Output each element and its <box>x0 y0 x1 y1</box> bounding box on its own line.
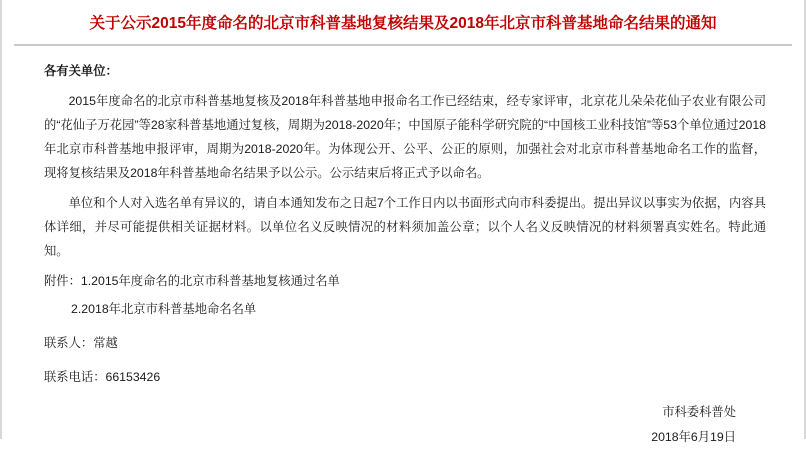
attachment-item-1: 附件：1.2015年度命名的北京市科普基地复核通过名单 <box>44 273 340 288</box>
body-paragraph-1: 2015年度命名的北京市科普基地复核及2018年科普基地申报命名工作已经结束，经专家评审，北京花儿朵朵花仙子农业有限公司的“花仙子万花园”等28家科普基地通过复核，周期为2018-2020年；中国原子能科学研究院的“中国核工业科技馆”等53个单位通过2018年北京市科普基地申报评审，周期为2018-2020年。为体现公开、公平、公正的原则，加强社会对北京市科普基地命名工作的监督，现将复核结果及2018年科普基地命名结果予以公示。公示结束后将正式予以命名。 <box>44 93 766 180</box>
attachment-item-2: 2.2018年北京市科普基地命名名单 <box>71 301 257 316</box>
signature-date: 2018年6月19日 <box>651 430 736 445</box>
signature-organization: 市科委科普处 <box>662 404 736 419</box>
contact-block <box>44 332 766 390</box>
contact-person: 联系人：常越 <box>44 335 118 350</box>
document-title-block <box>0 0 806 35</box>
salutation: 各有关单位： <box>44 63 118 78</box>
body-paragraph-2: 单位和个人对入选名单有异议的，请自本通知发布之日起7个工作日内以书面形式向市科委提出。提出异议以事实为依据，内容具体详细，并尽可能提供相关证据材料。以单位名义反映情况的材料须加盖公章；以个人名义反映情况的材料须署真实姓名。特此通知。 <box>44 195 766 258</box>
attachment-list <box>44 270 766 322</box>
signature-block <box>44 400 766 451</box>
document-body <box>0 46 806 451</box>
page-title: 关于公示2015年度命名的北京市科普基地复核结果及2018年北京市科普基地命名结果的通知 <box>89 15 717 32</box>
contact-phone: 联系电话：66153426 <box>44 369 161 384</box>
page-left-rule <box>0 0 2 439</box>
